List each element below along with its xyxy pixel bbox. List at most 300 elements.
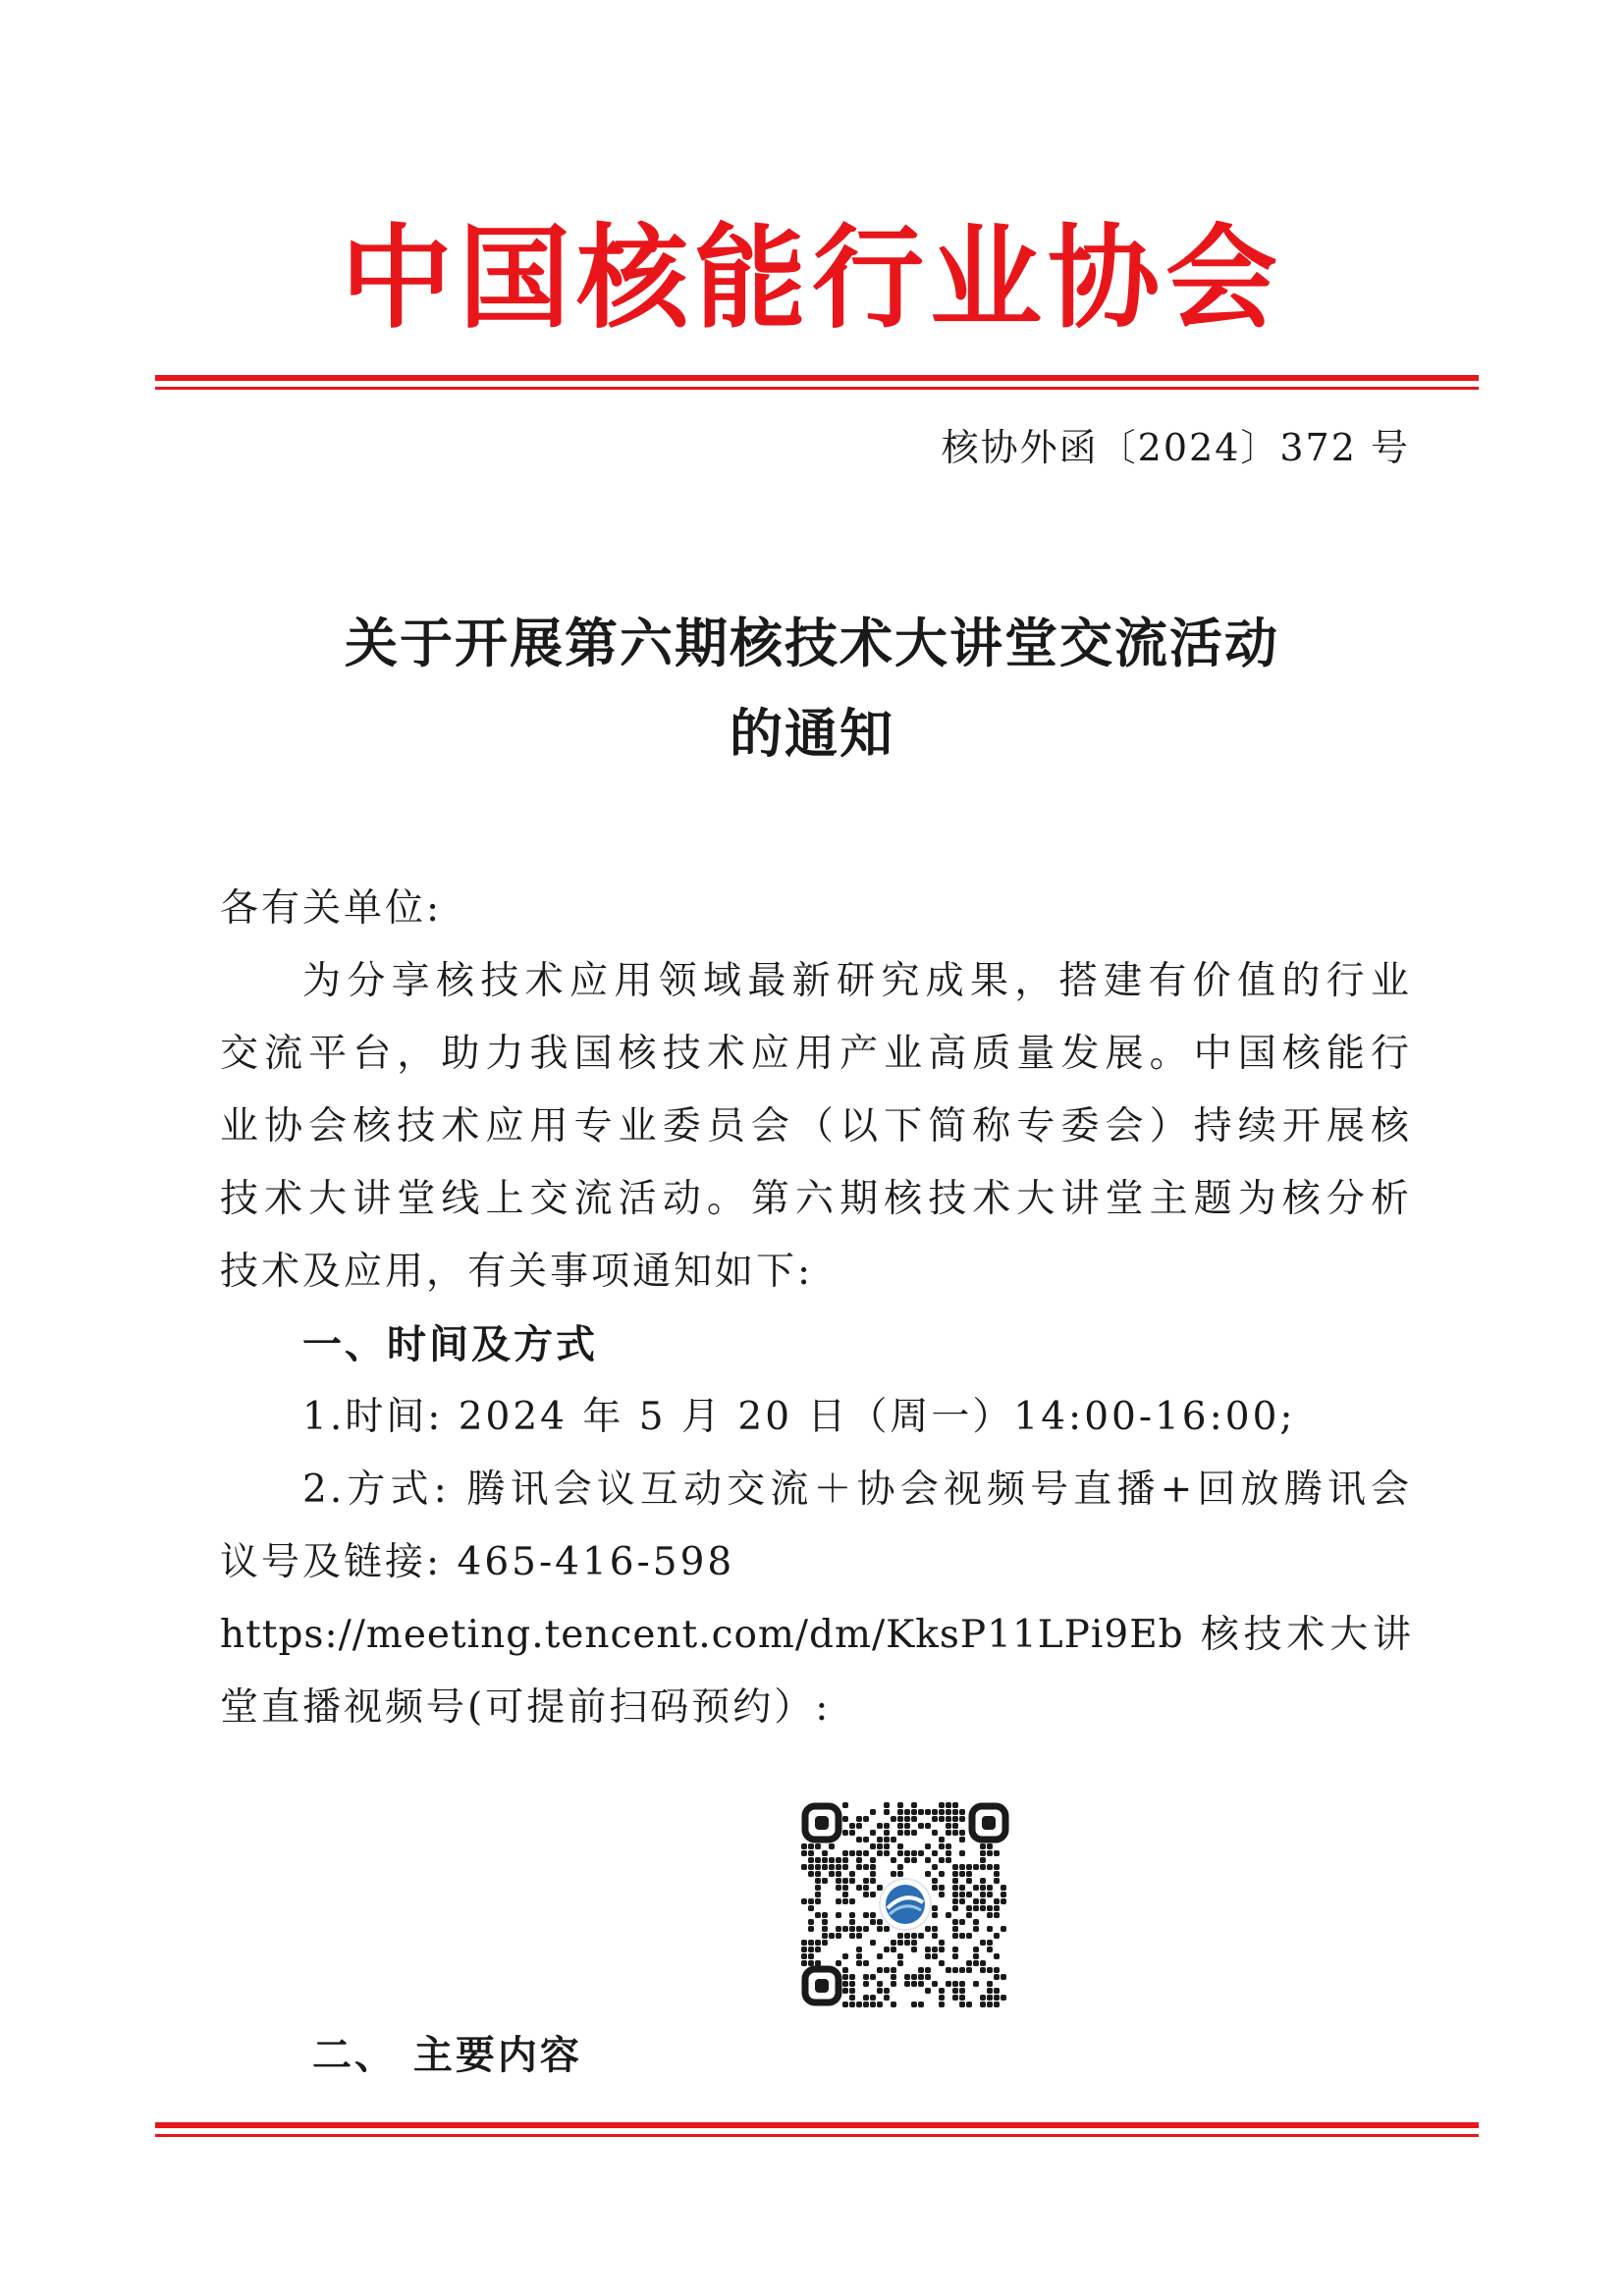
qr-module: [994, 1967, 1000, 1973]
qr-module: [870, 1919, 876, 1925]
qr-module: [822, 1857, 828, 1863]
qr-module: [980, 1905, 986, 1911]
qr-module: [952, 1823, 958, 1829]
qr-module: [946, 1823, 951, 1829]
qr-module: [856, 1864, 862, 1870]
qr-module: [849, 1871, 855, 1877]
qr-module: [897, 1802, 903, 1808]
qr-module: [911, 2002, 917, 2007]
qr-module: [952, 1830, 958, 1836]
qr-module: [897, 1830, 903, 1836]
qr-module: [932, 1926, 938, 1932]
qr-module: [822, 1926, 828, 1932]
qr-module: [994, 1905, 1000, 1911]
qr-module: [932, 1850, 938, 1856]
qr-module: [897, 1816, 903, 1822]
qr-module: [808, 1850, 814, 1856]
qr-module: [973, 1898, 979, 1904]
qr-module: [918, 1933, 924, 1939]
qr-module: [856, 1816, 862, 1822]
qr-module: [952, 1809, 958, 1815]
qr-module: [870, 1864, 876, 1870]
qr-module: [891, 1967, 896, 1973]
qr-module: [994, 1974, 1000, 1980]
qr-module: [863, 1960, 869, 1966]
qr-module: [884, 1988, 890, 1994]
letterhead-org-name: 中国核能行业协会: [340, 212, 1283, 344]
qr-module: [884, 1830, 890, 1836]
item-method-line-2: 议号及链接: 465-416-598: [220, 1540, 735, 1584]
qr-module: [911, 1933, 917, 1939]
qr-module: [939, 1947, 945, 1952]
qr-module: [1001, 1898, 1006, 1904]
qr-module: [980, 1878, 986, 1884]
qr-module: [966, 1905, 972, 1911]
qr-module: [980, 1960, 986, 1966]
qr-module: [815, 1857, 821, 1863]
qr-module: [939, 1871, 945, 1877]
qr-module: [946, 1816, 951, 1822]
qr-module: [836, 1898, 841, 1904]
qr-module: [918, 1809, 924, 1815]
qr-module: [877, 1837, 883, 1842]
qr-module: [959, 1837, 965, 1842]
qr-module: [911, 1857, 917, 1863]
qr-module: [822, 1864, 828, 1870]
qr-module: [815, 1885, 821, 1891]
qr-module: [952, 1919, 958, 1925]
qr-module: [842, 1864, 848, 1870]
salutation: 各有关单位:: [220, 886, 443, 931]
item-method-line-1: 2.方式: 腾讯会议互动交流＋协会视频号直播+回放腾讯会: [302, 1468, 1412, 1512]
qr-module: [815, 1878, 821, 1884]
item-method-line-4: 堂直播视频号(可提前扫码预约）:: [220, 1685, 832, 1730]
qr-module: [863, 1981, 869, 1987]
qr-module: [994, 1995, 1000, 2001]
intro-line-3: 业协会核技术应用专业委员会（以下简称专委会）持续开展核: [220, 1104, 1412, 1148]
qr-module: [973, 1960, 979, 1966]
qr-module: [925, 1953, 931, 1959]
qr-module: [801, 1953, 807, 1959]
qr-module: [994, 1898, 1000, 1904]
qr-module: [904, 1974, 910, 1980]
qr-module: [904, 1809, 910, 1815]
qr-module: [959, 1864, 965, 1870]
qr-module: [884, 1947, 890, 1952]
qr-module: [808, 1905, 814, 1911]
qr-module: [884, 1850, 890, 1856]
qr-module: [849, 1912, 855, 1918]
intro-line-4: 技术大讲堂线上交流活动。第六期核技术大讲堂主题为核分析: [220, 1177, 1412, 1221]
qr-module: [808, 1871, 814, 1877]
qr-module: [911, 1974, 917, 1980]
qr-module: [897, 1864, 903, 1870]
qr-module: [808, 1953, 814, 1959]
qr-module: [822, 1850, 828, 1856]
qr-module: [863, 1912, 869, 1918]
qr-module: [952, 1933, 958, 1939]
section-1-heading: 一、时间及方式: [302, 1322, 598, 1367]
qr-module: [952, 1981, 958, 1987]
qr-module: [911, 1850, 917, 1856]
qr-module: [987, 1981, 993, 1987]
qr-module: [939, 1857, 945, 1863]
intro-line-2: 交流平台，助力我国核技术应用产业高质量发展。中国核能行: [220, 1032, 1412, 1076]
qr-module: [842, 1953, 848, 1959]
qr-module: [925, 1974, 931, 1980]
qr-module: [801, 1960, 807, 1966]
qr-module: [849, 2002, 855, 2007]
qr-module: [939, 1995, 945, 2001]
qr-module: [815, 1892, 821, 1897]
qr-module: [1001, 1926, 1006, 1932]
qr-module: [911, 1981, 917, 1987]
qr-module: [980, 1967, 986, 1973]
qr-module: [870, 1940, 876, 1946]
qr-module: [829, 1843, 835, 1849]
qr-module: [801, 1850, 807, 1856]
section-2-heading: 二、 主要内容: [312, 2033, 582, 2078]
qr-module: [911, 1830, 917, 1836]
qr-module: [925, 1926, 931, 1932]
qr-module: [952, 1988, 958, 1994]
qr-module: [987, 1940, 993, 1946]
qr-module: [849, 1995, 855, 2001]
qr-module: [842, 1974, 848, 1980]
qr-module: [959, 1988, 965, 1994]
qr-module: [911, 1802, 917, 1808]
qr-module: [911, 1816, 917, 1822]
qr-module: [870, 1974, 876, 1980]
qr-module: [891, 1947, 896, 1952]
qr-module: [877, 1885, 883, 1891]
qr-module: [884, 1837, 890, 1842]
qr-module: [808, 1919, 814, 1925]
qr-module: [918, 1823, 924, 1829]
qr-module: [808, 1960, 814, 1966]
qr-module: [911, 1809, 917, 1815]
qr-module: [822, 1940, 828, 1946]
qr-module: [870, 2002, 876, 2007]
qr-module: [987, 1892, 993, 1897]
qr-module: [870, 1995, 876, 2001]
qr-module: [842, 1885, 848, 1891]
qr-module: [1001, 1995, 1006, 2001]
qr-module: [815, 1843, 821, 1849]
qr-module: [863, 1995, 869, 2001]
qr-module: [884, 1843, 890, 1849]
qr-module: [849, 1933, 855, 1939]
qr-module: [952, 1947, 958, 1952]
qr-module: [884, 1995, 890, 2001]
qr-module: [856, 1947, 862, 1952]
qr-module: [959, 1850, 965, 1856]
qr-module: [946, 1809, 951, 1815]
qr-module: [946, 1981, 951, 1987]
notice-title-line-2: 的通知: [730, 702, 894, 765]
qr-module: [808, 1843, 814, 1849]
qr-module: [836, 1933, 841, 1939]
qr-module: [822, 1878, 828, 1884]
qr-module: [973, 1926, 979, 1932]
qr-module: [973, 1981, 979, 1987]
qr-module: [918, 2002, 924, 2007]
qr-module: [842, 1850, 848, 1856]
qr-module: [952, 1871, 958, 1877]
qr-module: [980, 1995, 986, 2001]
qr-module: [987, 2002, 993, 2007]
qr-module: [952, 1967, 958, 1973]
qr-module: [836, 1912, 841, 1918]
qr-module: [966, 1933, 972, 1939]
qr-module: [939, 2002, 945, 2007]
qr-module: [842, 2002, 848, 2007]
qr-module: [870, 1892, 876, 1897]
qr-module: [904, 1857, 910, 1863]
qr-module: [932, 1864, 938, 1870]
qr-module: [932, 1830, 938, 1836]
qr-module: [932, 1816, 938, 1822]
qr-module: [959, 1871, 965, 1877]
qr-module: [918, 1974, 924, 1980]
qr-module: [987, 1843, 993, 1849]
meeting-link[interactable]: https://meeting.tencent.com/dm/KksP11LPi9Eb 核技术大讲: [220, 1613, 1412, 1657]
qr-module: [877, 2002, 883, 2007]
qr-module: [836, 1857, 841, 1863]
qr-module: [884, 1809, 890, 1815]
qr-module: [870, 1809, 876, 1815]
qr-module: [932, 1885, 938, 1891]
qr-module: [987, 1905, 993, 1911]
qr-module: [994, 1871, 1000, 1877]
qr-module: [939, 1816, 945, 1822]
qr-module: [939, 1843, 945, 1849]
qr-module: [952, 1995, 958, 2001]
qr-module: [994, 1912, 1000, 1918]
qr-module: [842, 1802, 848, 1808]
qr-module: [959, 1933, 965, 1939]
qr-module: [842, 1857, 848, 1863]
qr-module: [815, 1960, 821, 1966]
qr-module: [863, 1850, 869, 1856]
qr-module: [815, 1947, 821, 1952]
qr-module: [980, 1885, 986, 1891]
qr-module: [836, 1864, 841, 1870]
qr-module: [946, 1843, 951, 1849]
qr-module: [815, 1871, 821, 1877]
qr-module: [980, 1940, 986, 1946]
qr-module: [822, 1912, 828, 1918]
qr-module: [994, 1878, 1000, 1884]
qr-module: [987, 1850, 993, 1856]
qr-module: [925, 1871, 931, 1877]
qr-module: [932, 1933, 938, 1939]
qr-module: [877, 1919, 883, 1925]
qr-module: [946, 1912, 951, 1918]
qr-module: [946, 1857, 951, 1863]
qr-module: [1001, 1892, 1006, 1897]
qr-module: [980, 1864, 986, 1870]
document-number: 核协外函〔2024〕372 号: [941, 426, 1410, 469]
qr-module: [808, 1857, 814, 1863]
qr-module: [897, 1933, 903, 1939]
notice-title-line-1: 关于开展第六期核技术大讲堂交流活动: [345, 612, 1279, 674]
qr-module: [884, 1967, 890, 1973]
qr-module: [966, 2002, 972, 2007]
qr-module: [932, 1912, 938, 1918]
qr-module: [952, 1802, 958, 1808]
qr-module: [849, 1981, 855, 1987]
qr-module: [952, 1878, 958, 1884]
qr-module: [877, 1843, 883, 1849]
qr-module: [829, 1933, 835, 1939]
qr-module: [925, 1823, 931, 1829]
qr-module: [973, 1905, 979, 1911]
footer-rule-thin: [155, 2134, 1479, 2137]
qr-module: [994, 1953, 1000, 1959]
qr-module: [904, 1940, 910, 1946]
qr-module: [925, 1857, 931, 1863]
qr-module: [952, 1816, 958, 1822]
qr-module: [870, 1843, 876, 1849]
qr-module: [808, 1947, 814, 1952]
qr-module: [959, 1830, 965, 1836]
qr-module: [897, 1850, 903, 1856]
qr-module: [973, 1953, 979, 1959]
qr-module: [932, 1878, 938, 1884]
qr-module: [918, 1981, 924, 1987]
qr-module: [959, 1995, 965, 2001]
qr-module: [815, 1864, 821, 1870]
qr-module: [829, 1857, 835, 1863]
qr-module: [856, 1885, 862, 1891]
qr-module: [836, 1878, 841, 1884]
qr-module: [987, 1967, 993, 1973]
intro-line-5: 技术及应用，有关事项通知如下:: [220, 1250, 814, 1294]
qr-module: [891, 1974, 896, 1980]
qr-code-icon: [789, 1792, 1021, 2016]
qr-module: [980, 1898, 986, 1904]
qr-module: [808, 1864, 814, 1870]
qr-module: [973, 1947, 979, 1952]
qr-module: [939, 1960, 945, 1966]
qr-module: [966, 1912, 972, 1918]
qr-module: [918, 1850, 924, 1856]
qr-module: [801, 1947, 807, 1952]
qr-module: [870, 1830, 876, 1836]
qr-module: [849, 1974, 855, 1980]
qr-module: [925, 1988, 931, 1994]
qr-module: [849, 1850, 855, 1856]
letterhead-rule-thin: [155, 387, 1479, 390]
qr-module: [884, 1802, 890, 1808]
qr-module: [925, 1843, 931, 1849]
qr-module: [856, 2002, 862, 2007]
qr-module: [980, 1892, 986, 1897]
qr-module: [973, 1864, 979, 1870]
qr-module: [959, 1885, 965, 1891]
qr-module: [815, 1912, 821, 1918]
qr-module: [987, 1988, 993, 1994]
footer-rule-thick: [155, 2122, 1479, 2128]
qr-module: [994, 2002, 1000, 2007]
qr-module: [849, 1926, 855, 1932]
qr-module: [856, 1857, 862, 1863]
qr-module: [952, 1864, 958, 1870]
qr-module: [925, 1947, 931, 1952]
qr-module: [863, 1816, 869, 1822]
qr-module: [863, 1885, 869, 1891]
letterhead-rule-thick: [155, 375, 1479, 381]
qr-module: [856, 1933, 862, 1939]
qr-module: [959, 1816, 965, 1822]
qr-module: [891, 1981, 896, 1987]
qr-module: [973, 1919, 979, 1925]
qr-module: [836, 1871, 841, 1877]
intro-line-1: 为分享核技术应用领域最新研究成果，搭建有价值的行业: [302, 959, 1412, 1003]
qr-module: [939, 1940, 945, 1946]
qr-module: [966, 1892, 972, 1897]
qr-module: [959, 1981, 965, 1987]
qr-module: [815, 1940, 821, 1946]
qr-module: [815, 1898, 821, 1904]
qr-module: [870, 1878, 876, 1884]
qr-module: [1001, 1974, 1006, 1980]
qr-module: [836, 1960, 841, 1966]
qr-module: [932, 1809, 938, 1815]
qr-module: [856, 1953, 862, 1959]
qr-module: [952, 1905, 958, 1911]
qr-module: [918, 1967, 924, 1973]
qr-module: [925, 1967, 931, 1973]
qr-module: [952, 1892, 958, 1897]
qr-module: [952, 1898, 958, 1904]
qr-module: [842, 1816, 848, 1822]
qr-module: [891, 1940, 896, 1946]
qr-module: [891, 1857, 896, 1863]
qr-module: [856, 1837, 862, 1842]
qr-module: [904, 1981, 910, 1987]
qr-module: [849, 1823, 855, 1829]
qr-module: [842, 1967, 848, 1973]
qr-module: [884, 1926, 890, 1932]
qr-module: [973, 1885, 979, 1891]
qr-module: [939, 1892, 945, 1897]
qr-module: [801, 1843, 807, 1849]
qr-module: [980, 1857, 986, 1863]
qr-module: [877, 1981, 883, 1987]
qr-module: [856, 1850, 862, 1856]
qr-module: [904, 1933, 910, 1939]
qr-module: [946, 1830, 951, 1836]
qr-module: [966, 1864, 972, 1870]
qr-module: [842, 1981, 848, 1987]
qr-module: [966, 1960, 972, 1966]
qr-module: [952, 1885, 958, 1891]
qr-module: [897, 1940, 903, 1946]
qr-module: [842, 1926, 848, 1932]
qr-module: [856, 1960, 862, 1966]
qr-module: [849, 1898, 855, 1904]
qr-module: [808, 1898, 814, 1904]
qr-module: [863, 1878, 869, 1884]
qr-module: [877, 1988, 883, 1994]
qr-module: [980, 2002, 986, 2007]
qr-module: [801, 1864, 807, 1870]
qr-module: [877, 1823, 883, 1829]
qr-module: [891, 2002, 896, 2007]
qr-module: [994, 1988, 1000, 1994]
